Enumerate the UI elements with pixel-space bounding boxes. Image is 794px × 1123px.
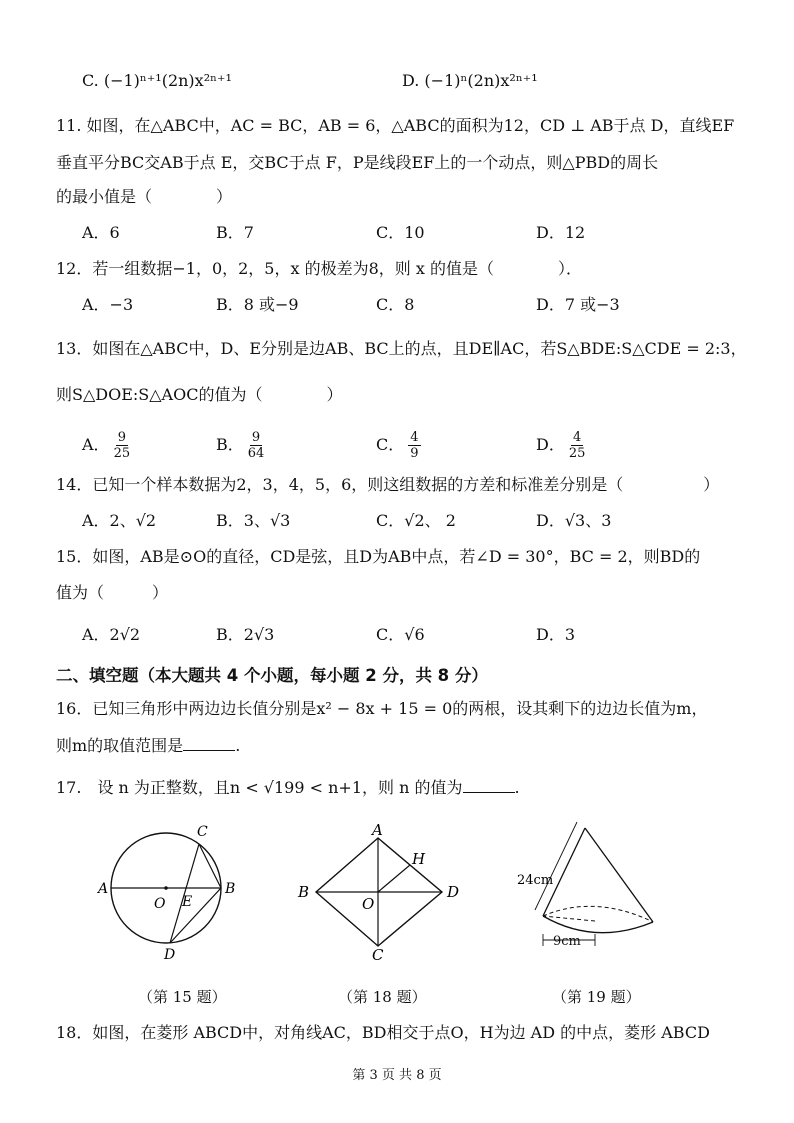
q15-option-b: B．2√3 <box>216 625 275 644</box>
page-footer: 第 3 页 共 8 页 <box>352 1068 442 1083</box>
figure-19-cone-diagram <box>515 818 665 968</box>
fig18-label-d: D <box>447 883 460 901</box>
q14-option-b: B．3、√3 <box>216 511 291 530</box>
q10-option-c: C. (−1)ⁿ⁺¹(2n)x²ⁿ⁺¹ <box>82 71 232 90</box>
q14-option-d: D．√3、3 <box>536 511 612 530</box>
figure-18-rhombus-diagram <box>292 822 472 962</box>
fig15-label-a: A <box>98 881 109 897</box>
fig18-label-h: H <box>412 850 426 868</box>
q18-text-line1: 18．如图，在菱形 ABCD中，对角线AC，BD相交于点O，H为边 AD 的中点，菱形 ABCD <box>56 1023 710 1042</box>
q11-option-c: C．10 <box>376 223 425 242</box>
q13-text-line1: 13．如图在△ABC中，D、E分别是边AB、BC上的点，且DE∥AC，若S△BDE:S△CDE = 2:3， <box>56 339 747 358</box>
q10-option-d: D. (−1)ⁿ(2n)x²ⁿ⁺¹ <box>402 71 538 90</box>
q13-option-d: D． $\frac{4}{25}$ <box>536 430 586 461</box>
fig15-label-d: D <box>164 947 176 962</box>
q14-option-a: A．2、√2 <box>82 511 157 530</box>
q11-option-d: D．12 <box>536 223 586 242</box>
q13-option-b: B． $\frac{9}{64}$ <box>216 430 265 461</box>
fig18-label-o: O <box>362 895 375 913</box>
fig18-label-a: A <box>372 822 383 839</box>
figure-18-caption: （第 18 题） <box>338 988 427 1006</box>
fig15-label-e: E <box>182 894 193 910</box>
q12-text-line1: 12．若一组数据−1，0，2，5，x 的极差为8，则 x 的值是（ ）． <box>56 259 582 278</box>
q12-option-a: A．−3 <box>82 295 134 314</box>
q11-text-line3: 的最小值是（ ） <box>56 187 233 206</box>
q12-option-b: B．8 或−9 <box>216 295 299 314</box>
fig15-label-c: C <box>197 824 208 840</box>
fig15-label-o: O <box>154 896 166 912</box>
q11-text-line1: 11. 如图，在△ABC中，AC = BC，AB = 6，△ABC的面积为12，CD ⊥ AB于点 D，直线EF <box>56 116 735 135</box>
q12-option-c: C．8 <box>376 295 415 314</box>
q16-answer-blank[interactable] <box>183 734 235 751</box>
fig19-radius-label: 9cm <box>553 934 581 949</box>
q13-option-c: C． $\frac{4}{9}$ <box>376 430 419 461</box>
fig19-slant-label: 24cm <box>517 873 554 888</box>
q15-option-c: C．√6 <box>376 625 425 644</box>
fig15-label-b: B <box>225 881 236 897</box>
fig18-label-c: C <box>372 946 384 962</box>
q11-text-line2: 垂直平分BC交AB于点 E，交BC于点 F，P是线段EF上的一个动点，则△PBD的周长 <box>56 153 659 172</box>
figure-15-circle-diagram <box>96 822 246 962</box>
figure-19-caption: （第 19 题） <box>552 988 641 1006</box>
q13-text-line2: 则S△DOE:S△AOC的值为（ ） <box>56 385 343 404</box>
q12-option-d: D．7 或−3 <box>536 295 620 314</box>
q15-option-d: D．3 <box>536 625 576 644</box>
q16-text-line2: 则m的取值范围是 . <box>56 736 241 755</box>
figure-15-caption: （第 15 题） <box>138 988 227 1006</box>
q17-answer-blank[interactable] <box>463 776 515 793</box>
fig18-label-b: B <box>298 883 310 901</box>
q14-option-c: C．√2、 2 <box>376 511 456 530</box>
q11-option-b: B．7 <box>216 223 254 242</box>
q17-text-line1: 17. 设 n 为正整数，且n < √199 < n+1，则 n 的值为 . <box>56 778 520 797</box>
section-heading-fill-in: 二、填空题（本大题共 4 个小题，每小题 2 分，共 8 分） <box>56 666 488 685</box>
q11-option-a: A．6 <box>82 223 120 242</box>
q13-option-a: A． $\frac{9}{25}$ <box>82 430 131 461</box>
q15-option-a: A．2√2 <box>82 625 141 644</box>
q14-text-line1: 14．已知一个样本数据为2，3，4，5，6，则这组数据的方差和标准差分别是（ ） <box>56 475 720 494</box>
q15-text-line1: 15．如图，AB是⊙O的直径，CD是弦，且D为AB中点，若∠D = 30°，BC = 2，则BD的 <box>56 547 701 566</box>
q15-text-line2: 值为（ ） <box>56 583 169 602</box>
q16-text-line1: 16．已知三角形中两边边长值分别是x² − 8x + 15 = 0的两根，设其剩下的边边长值为m， <box>56 699 708 718</box>
